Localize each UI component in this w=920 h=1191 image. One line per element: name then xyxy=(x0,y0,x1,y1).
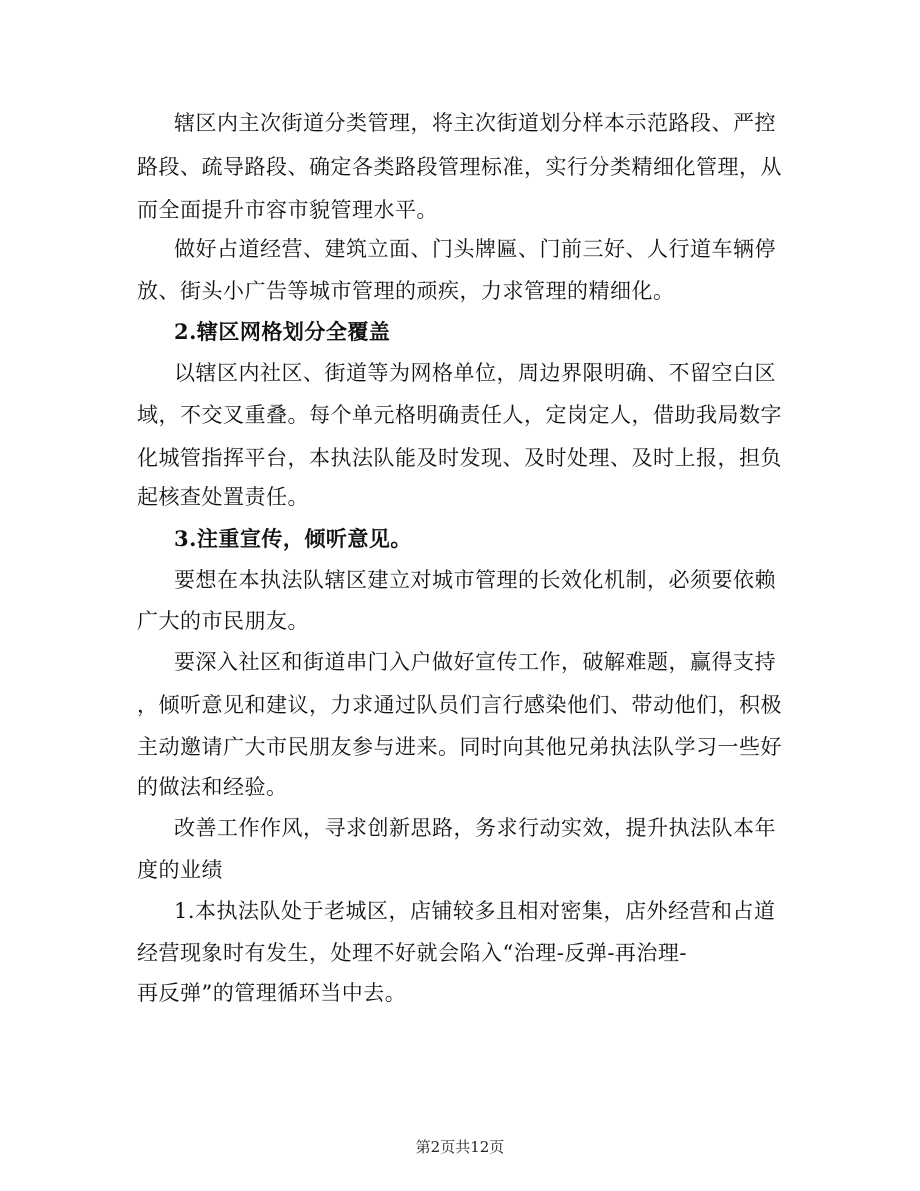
section-heading: 2.辖区网格划分全覆盖 xyxy=(174,319,391,344)
paragraph-line: 放、街头小广告等城市管理的顽疾，力求管理的精细化。 xyxy=(137,279,675,303)
paragraph-line: 再反弹”的管理循环当中去。 xyxy=(137,981,407,1005)
paragraph-line: 做好占道经营、建筑立面、门头牌匾、门前三好、人行道车辆停 xyxy=(174,237,776,261)
paragraph-line: 域，不交叉重叠。每个单元格明确责任人，定岗定人，借助我局数字 xyxy=(137,403,782,427)
paragraph-line: 辖区内主次街道分类管理，将主次街道划分样本示范路段、严控 xyxy=(174,111,776,135)
paragraph-line: 要深入社区和街道串门入户做好宣传工作，破解难题，赢得支持 xyxy=(174,650,776,674)
paragraph-line: 以辖区内社区、街道等为网格单位，周边界限明确、不留空白区 xyxy=(174,361,776,385)
paragraph-line: 度的业绩 xyxy=(137,858,223,882)
paragraph-line: 起核查处置责任。 xyxy=(137,485,309,509)
paragraph-line: ，倾听意见和建议，力求通过队员们言行感染他们、带动他们，积极 xyxy=(137,693,782,717)
page-number-footer: 第2页共12页 xyxy=(415,1138,505,1156)
paragraph-line: 化城管指挥平台，本执法队能及时发现、及时处理、及时上报，担负 xyxy=(137,446,782,470)
paragraph-line: 而全面提升市容市貌管理水平。 xyxy=(137,198,438,222)
paragraph-line: 的做法和经验。 xyxy=(137,775,288,799)
paragraph-line: 要想在本执法队辖区建立对城市管理的长效化机制，必须要依赖 xyxy=(174,568,776,592)
paragraph-line: 经营现象时有发生，处理不好就会陷入“治理-反弹-再治理- xyxy=(137,941,688,965)
paragraph-line: 路段、疏导路段、确定各类路段管理标准，实行分类精细化管理，从 xyxy=(137,155,782,179)
paragraph-line: 主动邀请广大市民朋友参与进来。同时向其他兄弟执法队学习一些好 xyxy=(137,735,782,759)
paragraph-line: 改善工作作风，寻求创新思路，务求行动实效，提升执法队本年 xyxy=(174,816,776,840)
paragraph-line: 1.本执法队处于老城区，店铺较多且相对密集，店外经营和占道 xyxy=(174,899,776,923)
paragraph-line: 广大的市民朋友。 xyxy=(137,609,309,633)
section-heading: 3.注重宣传，倾听意见。 xyxy=(174,526,412,551)
